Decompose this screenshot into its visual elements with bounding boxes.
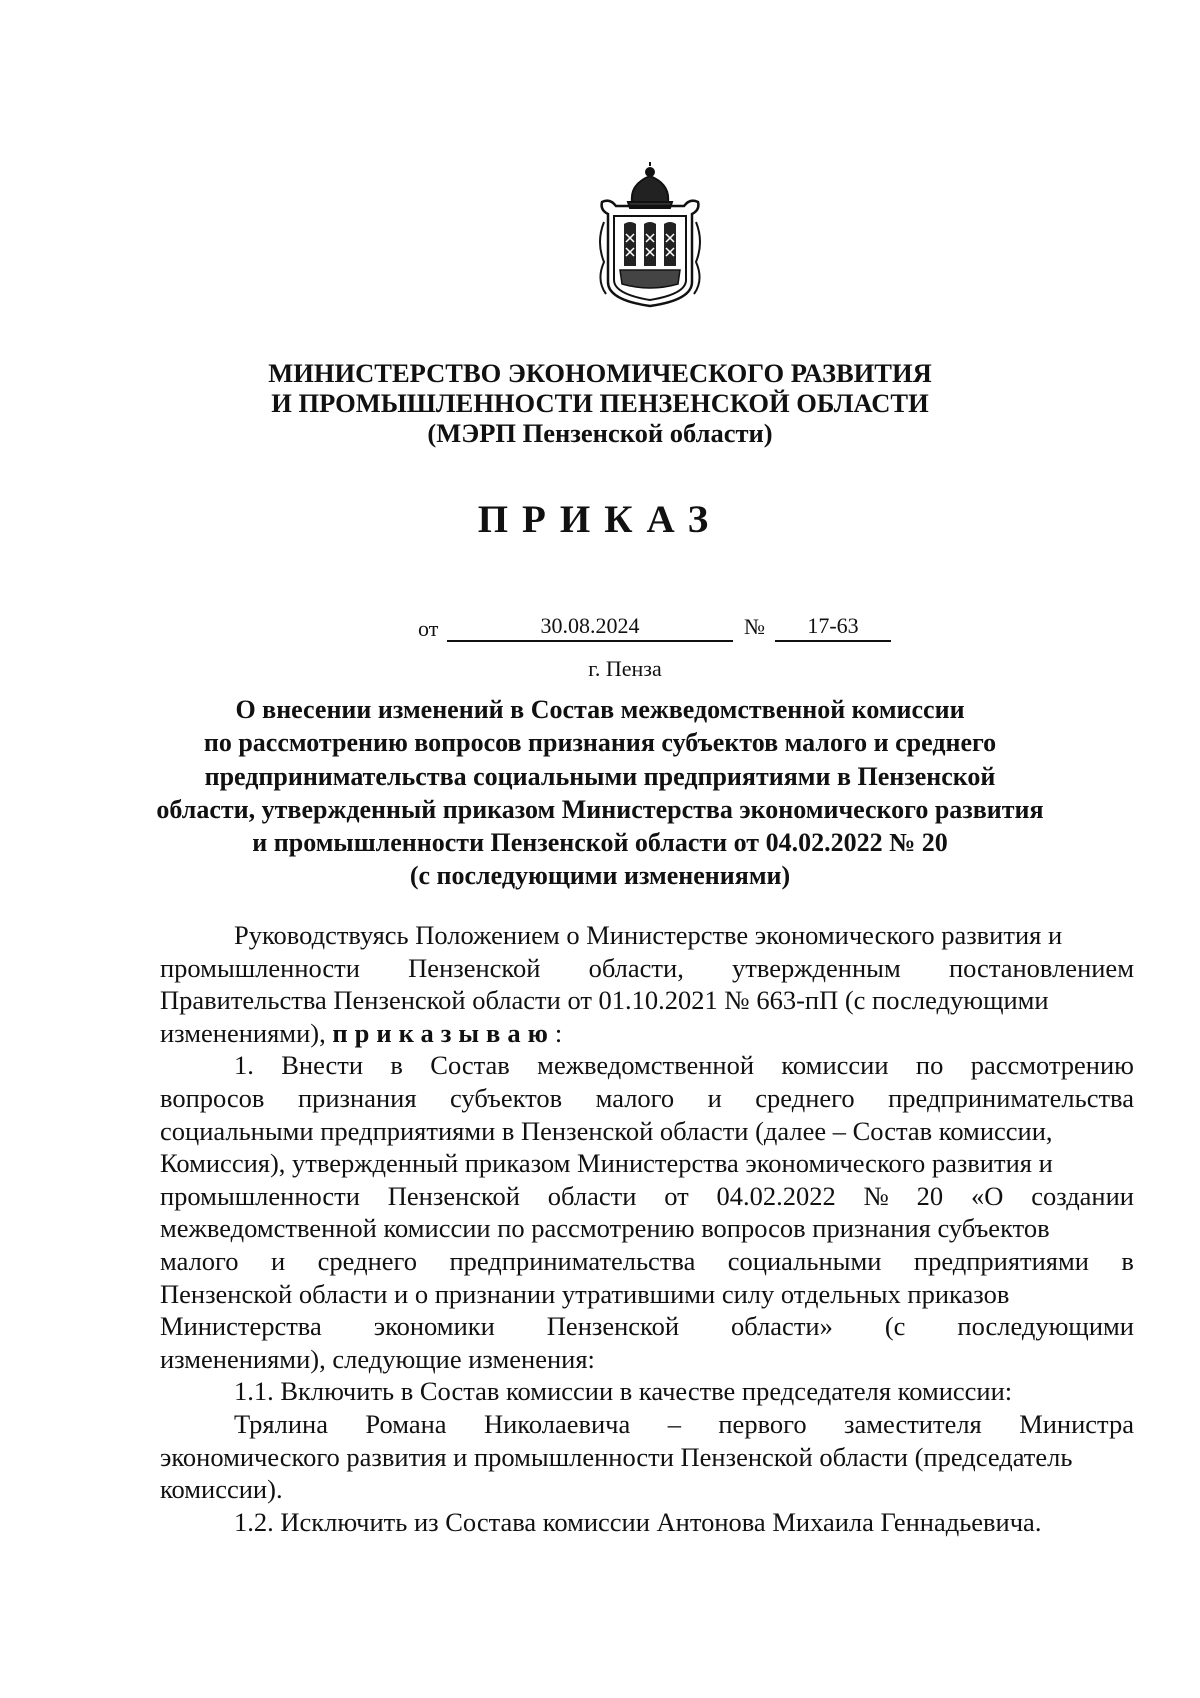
- body-word: предприятиями: [913, 1245, 1089, 1276]
- body-word: и: [707, 1082, 722, 1113]
- body-word: последующими: [957, 1311, 1134, 1342]
- body-word: социальными: [727, 1245, 882, 1276]
- body-word: промышленности: [160, 952, 360, 983]
- body-word: утвержденным: [732, 952, 901, 983]
- subject-line: О внесении изменений в Состав межведомственной комиссии: [235, 695, 965, 724]
- body-word: рассмотрению: [970, 1050, 1134, 1081]
- body-word: предпринимательства: [449, 1245, 696, 1276]
- body-word: Пензенской: [546, 1311, 680, 1342]
- body-line-justified: [160, 1049, 1134, 1082]
- body-word: создании: [1031, 1180, 1134, 1211]
- body-line: социальными предприятиями в Пензенской области (далее – Состав комиссии,: [160, 1115, 1053, 1146]
- date-label: от: [418, 616, 439, 641]
- body-line-justified: [160, 1310, 1134, 1343]
- ministry-short-name: (МЭРП Пензенской области): [427, 418, 773, 448]
- document-type: ПРИКАЗ: [477, 498, 723, 541]
- body-word: межведомственной: [537, 1050, 755, 1081]
- body-word: вопросов: [160, 1082, 265, 1113]
- body-word: области»: [731, 1311, 833, 1342]
- body-word: в: [1121, 1245, 1134, 1276]
- body-line-justified: [160, 1180, 1134, 1213]
- body-line-justified: [160, 1245, 1134, 1278]
- body-word: «О: [970, 1180, 1004, 1211]
- body-word: от: [664, 1180, 689, 1211]
- body-word: экономики: [373, 1311, 495, 1342]
- body-word: –: [667, 1408, 681, 1439]
- number-label: №: [744, 614, 765, 639]
- body-word: первого: [718, 1408, 807, 1439]
- body-word: Трялина: [234, 1408, 328, 1439]
- body-word: Министерства: [160, 1311, 322, 1342]
- body-word: №: [863, 1180, 889, 1211]
- body-line: комиссии).: [160, 1474, 283, 1505]
- ministry-name-line2: И ПРОМЫШЛЕННОСТИ ПЕНЗЕНСКОЙ ОБЛАСТИ: [271, 388, 929, 418]
- body-text: изменениями),: [160, 1017, 333, 1048]
- body-text: :: [554, 1017, 563, 1048]
- body-word: Романа: [365, 1408, 447, 1439]
- body-word: малого: [595, 1082, 675, 1113]
- body-word: области: [547, 1180, 637, 1211]
- body-line: межведомственной комиссии по рассмотрению вопросов признания субъектов: [160, 1213, 1050, 1244]
- body-word: Николаевича: [483, 1408, 631, 1439]
- body-line: [160, 1017, 1134, 1050]
- body-word: Внести: [281, 1050, 364, 1081]
- order-date: 30.08.2024: [447, 612, 733, 642]
- order-subject: [150, 693, 1050, 893]
- body-line-justified: [160, 952, 1134, 985]
- body-word: среднего: [317, 1245, 417, 1276]
- ministry-header: [150, 358, 1050, 448]
- subject-line: по рассмотрению вопросов признания субъектов малого и среднего: [203, 728, 997, 758]
- subject-line: области, утвержденный приказом Министерства экономического развития: [156, 794, 1044, 824]
- body-line: Правительства Пензенской области от 01.10.2021 № 663-пП (с последующими: [160, 985, 1049, 1016]
- order-number: 17-63: [775, 612, 891, 642]
- coat-of-arms-icon: [590, 162, 710, 310]
- body-line: экономического развития и промышленности Пензенской области (председатель: [160, 1441, 1073, 1472]
- body-word: Состав: [430, 1050, 510, 1081]
- body-line-justified: [160, 1082, 1134, 1115]
- body-word: 04.02.2022: [716, 1180, 836, 1211]
- body-word: (с: [884, 1311, 906, 1342]
- body-word: области,: [588, 952, 684, 983]
- city: г. Пенза: [588, 656, 662, 681]
- body-word: субъектов: [450, 1082, 563, 1113]
- order-body: [160, 919, 1134, 1538]
- subject-line: предпринимательства социальными предприятиями в Пензенской: [204, 761, 996, 791]
- body-word: комиссии: [781, 1050, 889, 1081]
- body-word: Пензенской: [387, 1180, 520, 1211]
- subject-line: (с последующими изменениями): [409, 861, 791, 891]
- body-word: 20: [916, 1180, 944, 1211]
- date-number-line: [0, 612, 1200, 646]
- body-line: Комиссия), утвержденный приказом Министерства экономического развития и: [160, 1148, 1053, 1179]
- body-word: Министра: [1019, 1408, 1134, 1439]
- body-word: 1.: [234, 1050, 254, 1081]
- body-word: по: [915, 1050, 944, 1081]
- ministry-name-line1: МИНИСТЕРСТВО ЭКОНОМИЧЕСКОГО РАЗВИТИЯ: [268, 358, 932, 388]
- body-word: предпринимательства: [888, 1082, 1134, 1113]
- body-word: признания: [297, 1082, 417, 1113]
- body-line: 1.1. Включить в Состав комиссии в качестве председателя комиссии:: [234, 1376, 1013, 1407]
- body-word: промышленности: [160, 1180, 360, 1211]
- subject-line: и промышленности Пензенской области от 04.02.2022 № 20: [252, 828, 948, 858]
- order-verb: приказываю: [332, 1017, 555, 1048]
- body-line: Пензенской области и о признании утратившими силу отдельных приказов: [160, 1278, 1010, 1309]
- body-word: постановлением: [948, 952, 1134, 983]
- body-line: Руководствуясь Положением о Министерстве экономического развития и: [234, 920, 1063, 950]
- body-word: заместителя: [844, 1408, 982, 1439]
- body-word: в: [390, 1050, 403, 1081]
- body-line-justified: [160, 1408, 1134, 1441]
- body-line: изменениями), следующие изменения:: [160, 1343, 595, 1374]
- body-word: малого: [160, 1245, 239, 1276]
- body-word: и: [271, 1245, 286, 1276]
- body-word: среднего: [755, 1082, 855, 1113]
- body-word: Пензенской: [408, 952, 541, 983]
- body-line: 1.2. Исключить из Состава комиссии Антонова Михаила Геннадьевича.: [234, 1506, 1042, 1537]
